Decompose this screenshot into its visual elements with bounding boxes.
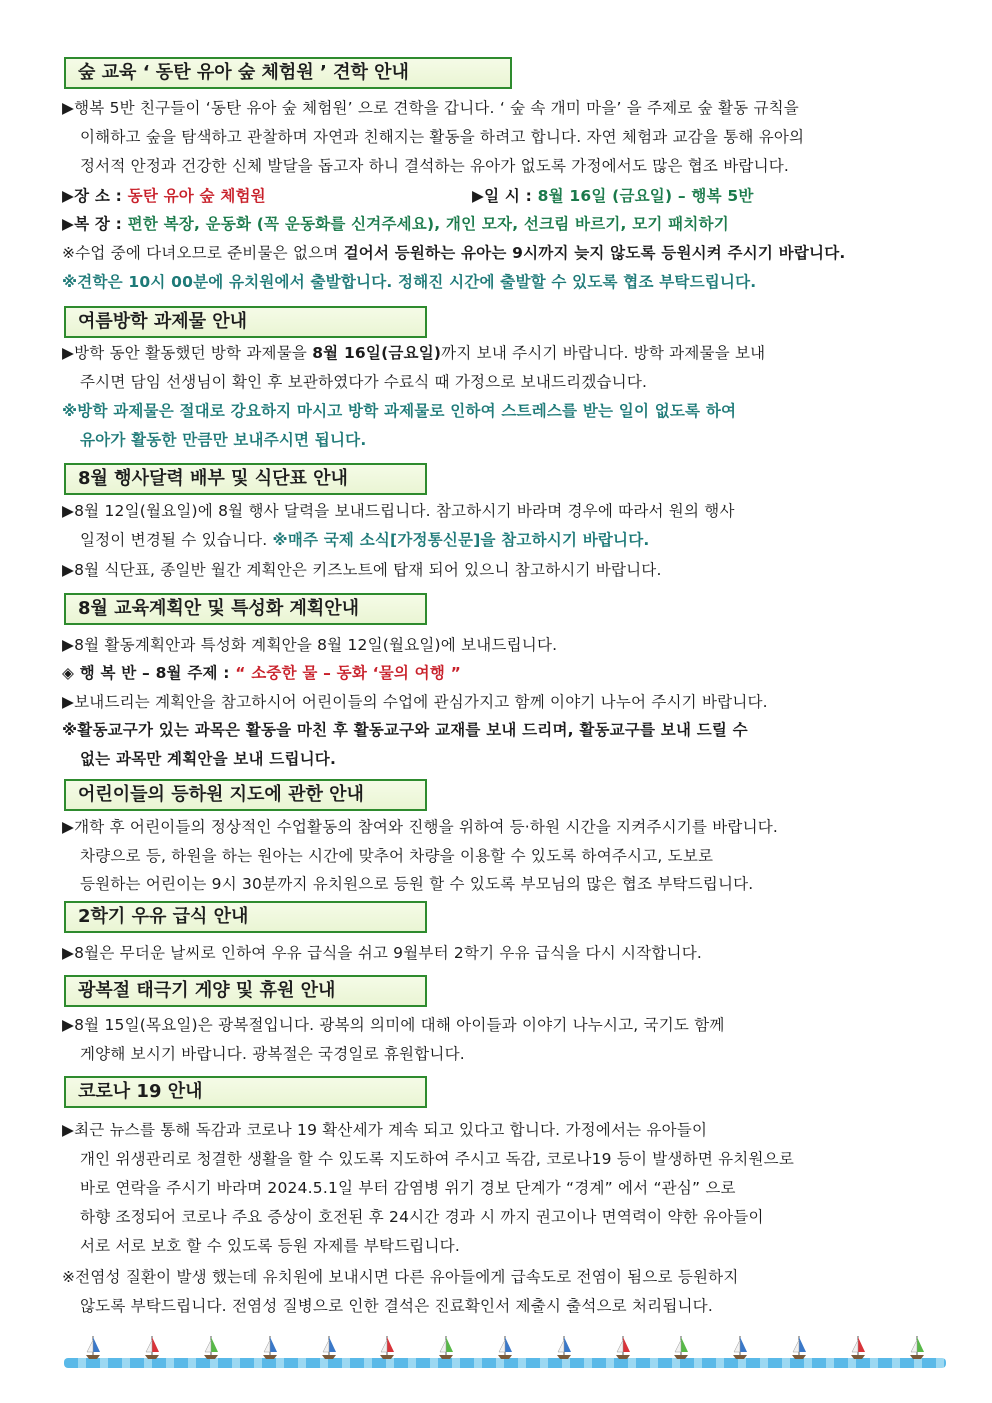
place-label: ▶장 소 : — [62, 187, 123, 205]
note-line — [62, 239, 930, 268]
note-line: 유아가 활동한 만큼만 보내주시면 됩니다. — [80, 431, 367, 449]
date-label: ▶일 시 : — [472, 187, 533, 205]
note-line: ※활동교구가 있는 과목은 활동을 마친 후 활동교구와 교재를 보내 드리며, 활동교구를 보내 드릴 수 — [62, 721, 748, 739]
note-line: ※전염성 질환이 발생 했는데 유치원에 보내시면 다른 유아들에게 급속도로 전염이 됨으로 등원하지 — [62, 1268, 739, 1286]
sailboat-icon — [84, 1334, 102, 1360]
sailboat-icon — [202, 1334, 220, 1360]
paragraph-line — [80, 526, 930, 555]
paragraph-line: ▶보내드리는 계획안을 참고하시어 어린이들의 수업에 관심가지고 함께 이야기 나누어 주시기 바랍니다. — [62, 693, 768, 711]
sailboat-icon — [908, 1334, 926, 1360]
paragraph-line: ▶8월 식단표, 종일반 월간 계획안은 키즈노트에 탑재 되어 있으니 참고하시기 바랍니다. — [62, 561, 662, 579]
section-title-education-plan: 8월 교육계획안 및 특성화 계획안내 — [64, 593, 427, 625]
paragraph-line: ▶8월 활동계획안과 특성화 계획안을 8월 12일(월요일)에 보내드립니다. — [62, 636, 558, 654]
paragraph-text: 일정이 변경될 수 있습니다. — [80, 531, 273, 549]
paragraph-text: ▶방학 동안 활동했던 방학 과제물을 — [62, 344, 313, 362]
sailboat-icon — [378, 1334, 396, 1360]
paragraph-text: 까지 보내 주시기 바랍니다. 방학 과제물을 보내 — [441, 344, 766, 362]
section-title-homework: 여름방학 과제물 안내 — [64, 306, 427, 338]
paragraph-line: 등원하는 어린이는 9시 30분까지 유치원으로 등원 할 수 있도록 부모님의 많은 협조 부탁드립니다. — [80, 875, 754, 893]
paragraph-line: 정서적 안정과 건강한 신체 발달을 돕고자 하니 결석하는 유아가 없도록 가정에서도 많은 협조 바랍니다. — [80, 157, 790, 175]
paragraph-line — [62, 339, 930, 368]
date-row — [472, 182, 930, 211]
sailboat-icon — [555, 1334, 573, 1360]
section-title-covid: 코로나 19 안내 — [64, 1076, 427, 1108]
clothing-row — [62, 210, 930, 239]
note-emphasis: 걸어서 등원하는 유아는 9시까지 늦지 않도록 등원시켜 주시기 바랍니다. — [343, 244, 846, 262]
deadline-text: 8월 16일(금요일) — [312, 344, 442, 362]
note-line: 않도록 부탁드립니다. 전염성 질병으로 인한 결석은 진료확인서 제출시 출석으로 처리됩니다. — [80, 1297, 713, 1315]
paragraph-line: 주시면 담임 선생님이 확인 후 보관하였다가 수료식 때 가정으로 보내드리겠습니다. — [80, 373, 648, 391]
theme-value: “ 소중한 물 – 동화 ‘물의 여행 ” — [235, 664, 461, 682]
theme-label: ◈ 행 복 반 – 8월 주제 : — [62, 664, 236, 682]
sailboat-icon — [672, 1334, 690, 1360]
sailboat-icon — [437, 1334, 455, 1360]
clothing-value: 편한 복장, 운동화 (꼭 운동화를 신겨주세요), 개인 모자, 선크림 바르기, 모기 패치하기 — [127, 215, 729, 233]
section-title-field-trip: 숲 교육 ‘ 동탄 유아 숲 체험원 ’ 견학 안내 — [64, 57, 512, 89]
note-line: 없는 과목만 계획안을 보내 드립니다. — [80, 750, 337, 768]
date-value: 8월 16일 (금요일) – 행복 5반 — [537, 187, 754, 205]
paragraph-line: 이해하고 숲을 탐색하고 관찰하며 자연과 친해지는 활동을 하려고 합니다. 자연 체험과 교감을 통해 유아의 — [80, 128, 805, 146]
theme-line — [62, 659, 930, 688]
paragraph-line: ▶8월은 무더운 날씨로 인하여 우유 급식을 쉬고 9월부터 2학기 우유 급식을 다시 시작합니다. — [62, 944, 703, 962]
sailboat-icon — [496, 1334, 514, 1360]
clothing-label: ▶복 장 : — [62, 215, 123, 233]
paragraph-line: ▶8월 15일(목요일)은 광복절입니다. 광복의 의미에 대해 아이들과 이야기 나누시고, 국기도 함께 — [62, 1016, 725, 1034]
paragraph-line: 서로 서로 보호 할 수 있도록 등원 자제를 부탁드립니다. — [80, 1237, 460, 1255]
place-value: 동탄 유아 숲 체험원 — [127, 187, 266, 205]
paragraph-line: 바로 연락을 주시기 바라며 2024.5.1일 부터 감염병 위기 경보 단계가 “경계” 에서 “관심” 으로 — [80, 1179, 736, 1197]
sailboat-icon — [790, 1334, 808, 1360]
sailboat-icon — [849, 1334, 867, 1360]
paragraph-line: ▶최근 뉴스를 통해 독감과 코로나 19 확산세가 계속 되고 있다고 합니다. 가정에서는 유아들이 — [62, 1121, 708, 1139]
note-text: ※수업 중에 다녀오므로 준비물은 없으며 — [62, 244, 344, 262]
sailboat-icon — [143, 1334, 161, 1360]
paragraph-line: ▶개학 후 어린이들의 정상적인 수업활동의 참여와 진행을 위하여 등·하원 시간을 지켜주시기를 바랍니다. — [62, 818, 779, 836]
sailboat-icon — [731, 1334, 749, 1360]
note-line: ※방학 과제물은 절대로 강요하지 마시고 방학 과제물로 인하여 스트레스를 받는 일이 없도록 하여 — [62, 402, 737, 420]
paragraph-line: 차량으로 등, 하원을 하는 원아는 시간에 맞추어 차량을 이용할 수 있도록 하여주시고, 도보로 — [80, 847, 714, 865]
section-title-commute: 어린이들의 등하원 지도에 관한 안내 — [64, 779, 427, 811]
section-title-liberation-day: 광복절 태극기 게양 및 휴원 안내 — [64, 975, 427, 1007]
paragraph-line: ▶행복 5반 친구들이 ‘동탄 유아 숲 체험원’ 으로 견학을 갑니다. ‘ 숲 속 개미 마을’ 을 주제로 숲 활동 규칙을 — [62, 99, 799, 117]
note-line: ※견학은 10시 00분에 유치원에서 출발합니다. 정해진 시간에 출발할 수 있도록 협조 부탁드립니다. — [62, 273, 757, 291]
sailboat-icon — [320, 1334, 338, 1360]
note-emphasis: ※매주 국제 소식[가정통신문]을 참고하시기 바랍니다. — [272, 531, 650, 549]
sailboat-icon — [261, 1334, 279, 1360]
sailboat-border — [64, 1330, 946, 1368]
section-title-calendar: 8월 행사달력 배부 및 식단표 안내 — [64, 463, 427, 495]
sailboat-icon — [614, 1334, 632, 1360]
paragraph-line: 게양해 보시기 바랍니다. 광복절은 국경일로 휴원합니다. — [80, 1045, 465, 1063]
paragraph-line: 개인 위생관리로 청결한 생활을 할 수 있도록 지도하여 주시고 독감, 코로나19 등이 발생하면 유치원으로 — [80, 1150, 794, 1168]
paragraph-line: 하향 조정되어 코로나 주요 증상이 호전된 후 24시간 경과 시 까지 권고이나 면역력이 약한 유아들이 — [80, 1208, 764, 1226]
paragraph-line: ▶8월 12일(월요일)에 8월 행사 달력을 보내드립니다. 참고하시기 바라며 경우에 따라서 원의 행사 — [62, 502, 735, 520]
section-title-milk: 2학기 우유 급식 안내 — [64, 901, 427, 933]
